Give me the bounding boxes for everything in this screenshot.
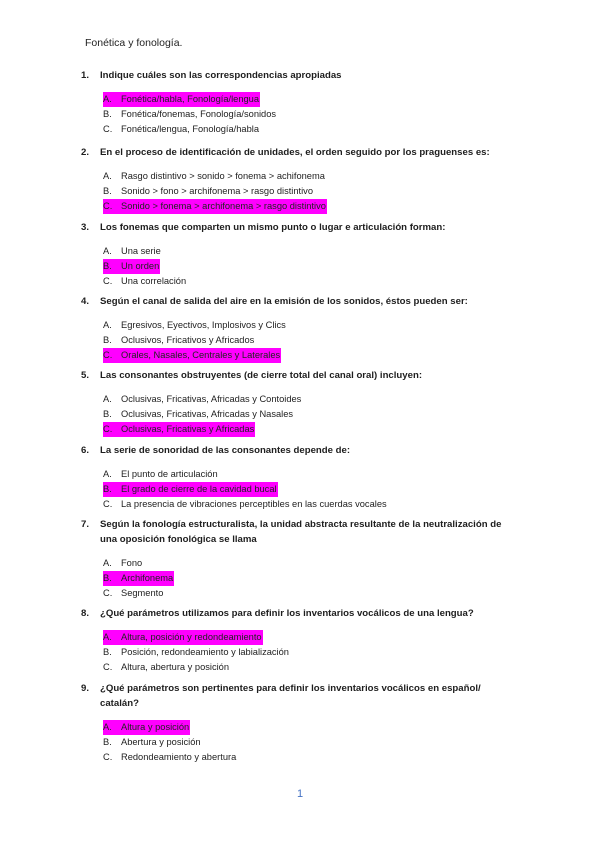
option-text: Oclusivas, Fricativas y Africadas (121, 424, 255, 434)
option-letter: C. (103, 124, 113, 134)
question-number: 9. (81, 683, 90, 694)
option-b-highlighted[interactable] (103, 482, 511, 497)
option-text: El grado de cierre de la cavidad bucal (121, 484, 277, 494)
question-text: Indique cuáles son las correspondencias apropiadas (100, 70, 342, 81)
question-2 (81, 145, 511, 214)
question-text: Según el canal de salida del aire en la emisión de los sonidos, éstos pueden ser: (100, 296, 468, 307)
question-header (81, 606, 511, 621)
option-list (81, 392, 511, 437)
question-header (81, 443, 511, 458)
option-b[interactable] (103, 735, 511, 750)
option-text: Fonética/lengua, Fonología/habla (121, 124, 260, 134)
option-text: La presencia de vibraciones perceptibles en las cuerdas vocales (121, 499, 387, 509)
option-letter: A. (103, 558, 112, 568)
option-text: Sonido > fonema > archifonema > rasgo distintivo (121, 201, 326, 211)
option-list (81, 318, 511, 363)
option-text: Fonética/fonemas, Fonología/sonidos (121, 109, 277, 119)
option-list (81, 169, 511, 214)
question-text: ¿Qué parámetros utilizamos para definir los inventarios vocálicos de una lengua? (100, 608, 474, 619)
option-a[interactable] (103, 556, 511, 571)
option-c[interactable] (103, 274, 511, 289)
option-text: Abertura y posición (121, 737, 201, 747)
option-text: Redondeamiento y abertura (121, 752, 237, 762)
question-header (81, 368, 511, 383)
option-b[interactable] (103, 645, 511, 660)
question-header (81, 145, 511, 160)
option-letter: C. (103, 662, 113, 672)
option-letter: A. (103, 394, 112, 404)
question-header (81, 294, 511, 309)
option-list (81, 630, 511, 675)
option-letter: A. (103, 632, 112, 642)
question-4 (81, 294, 511, 363)
option-text: Rasgo distintivo > sonido > fonema > achifonema (121, 171, 325, 181)
option-text: Fonética/habla, Fonología/lengua (121, 94, 260, 104)
option-letter: C. (103, 350, 113, 360)
option-b-highlighted[interactable] (103, 571, 511, 586)
option-text: Una correlación (121, 276, 187, 286)
question-number: 3. (81, 222, 90, 233)
option-text: Una serie (121, 246, 161, 256)
question-header (81, 681, 511, 711)
question-header (81, 517, 511, 547)
question-7 (81, 517, 511, 601)
option-list (81, 720, 511, 765)
option-a[interactable] (103, 169, 511, 184)
question-header (81, 68, 511, 83)
option-text: Altura y posición (121, 722, 190, 732)
option-c[interactable] (103, 497, 511, 512)
option-letter: B. (103, 484, 112, 494)
question-number: 6. (81, 445, 90, 456)
question-number: 5. (81, 370, 90, 381)
option-letter: C. (103, 424, 113, 434)
option-c-highlighted[interactable] (103, 348, 511, 363)
question-text: La serie de sonoridad de las consonantes depende de: (100, 445, 351, 456)
option-letter: C. (103, 201, 113, 211)
option-text: Altura, posición y redondeamiento (121, 632, 262, 642)
option-c[interactable] (103, 122, 511, 137)
question-3 (81, 220, 511, 289)
question-6 (81, 443, 511, 512)
option-list (81, 556, 511, 601)
option-letter: A. (103, 246, 112, 256)
question-8 (81, 606, 511, 675)
option-text: Fono (121, 558, 143, 568)
option-letter: A. (103, 94, 112, 104)
option-c[interactable] (103, 586, 511, 601)
question-1 (81, 68, 511, 137)
option-letter: B. (103, 409, 112, 419)
document-title: Fonética y fonología. (85, 37, 183, 49)
option-a[interactable] (103, 392, 511, 407)
option-b[interactable] (103, 407, 511, 422)
option-letter: C. (103, 276, 113, 286)
option-text: Archifonema (121, 573, 174, 583)
option-letter: C. (103, 588, 113, 598)
option-list (81, 467, 511, 512)
option-a[interactable] (103, 467, 511, 482)
option-text: Oclusivos, Fricativos y Africados (121, 335, 255, 345)
option-a-highlighted[interactable] (103, 630, 511, 645)
option-letter: A. (103, 171, 112, 181)
option-a[interactable] (103, 318, 511, 333)
option-c[interactable] (103, 660, 511, 675)
option-letter: B. (103, 109, 112, 119)
option-b-highlighted[interactable] (103, 259, 511, 274)
option-letter: C. (103, 752, 113, 762)
question-text: Las consonantes obstruyentes (de cierre total del canal oral) incluyen: (100, 370, 423, 381)
question-9 (81, 681, 511, 765)
option-c[interactable] (103, 750, 511, 765)
question-text: En el proceso de identificación de unidades, el orden seguido por los praguenses es: (100, 147, 490, 158)
option-a[interactable] (103, 244, 511, 259)
option-letter: A. (103, 722, 112, 732)
option-text: Un orden (121, 261, 160, 271)
question-number: 4. (81, 296, 90, 307)
option-letter: B. (103, 647, 112, 657)
option-a-highlighted[interactable] (103, 92, 511, 107)
option-letter: A. (103, 469, 112, 479)
option-text: Oclusivas, Fricativas, Africadas y Nasales (121, 409, 294, 419)
option-text: Segmento (121, 588, 164, 598)
option-letter: B. (103, 186, 112, 196)
option-b[interactable] (103, 107, 511, 122)
option-list (81, 92, 511, 137)
option-text: Posición, redondeamiento y labialización (121, 647, 289, 657)
option-letter: B. (103, 261, 112, 271)
option-text: Altura, abertura y posición (121, 662, 230, 672)
option-text: Sonido > fono > archifonema > rasgo distintivo (121, 186, 313, 196)
option-letter: C. (103, 499, 113, 509)
option-letter: A. (103, 320, 112, 330)
question-number: 8. (81, 608, 90, 619)
option-b[interactable] (103, 333, 511, 348)
option-text: Oclusivas, Fricativas, Africadas y Contoides (121, 394, 302, 404)
option-list (81, 244, 511, 289)
option-c-highlighted[interactable] (103, 199, 511, 214)
question-text: Según la fonología estructuralista, la unidad abstracta resultante de la neutralización de una oposición fonológica se llama (100, 519, 502, 545)
option-letter: B. (103, 335, 112, 345)
question-number: 1. (81, 70, 90, 81)
question-text: Los fonemas que comparten un mismo punto o lugar e articulación forman: (100, 222, 446, 233)
option-a-highlighted[interactable] (103, 720, 511, 735)
question-number: 2. (81, 147, 90, 158)
option-text: Orales, Nasales, Centrales y Laterales (121, 350, 281, 360)
page-number: 1 (296, 788, 304, 800)
question-5 (81, 368, 511, 437)
question-text: ¿Qué parámetros son pertinentes para definir los inventarios vocálicos en español/ catalán? (100, 683, 481, 709)
option-b[interactable] (103, 184, 511, 199)
option-letter: B. (103, 737, 112, 747)
option-text: El punto de articulación (121, 469, 218, 479)
option-c-highlighted[interactable] (103, 422, 511, 437)
option-text: Egresivos, Eyectivos, Implosivos y Clics (121, 320, 286, 330)
question-header (81, 220, 511, 235)
option-letter: B. (103, 573, 112, 583)
question-number: 7. (81, 519, 90, 530)
